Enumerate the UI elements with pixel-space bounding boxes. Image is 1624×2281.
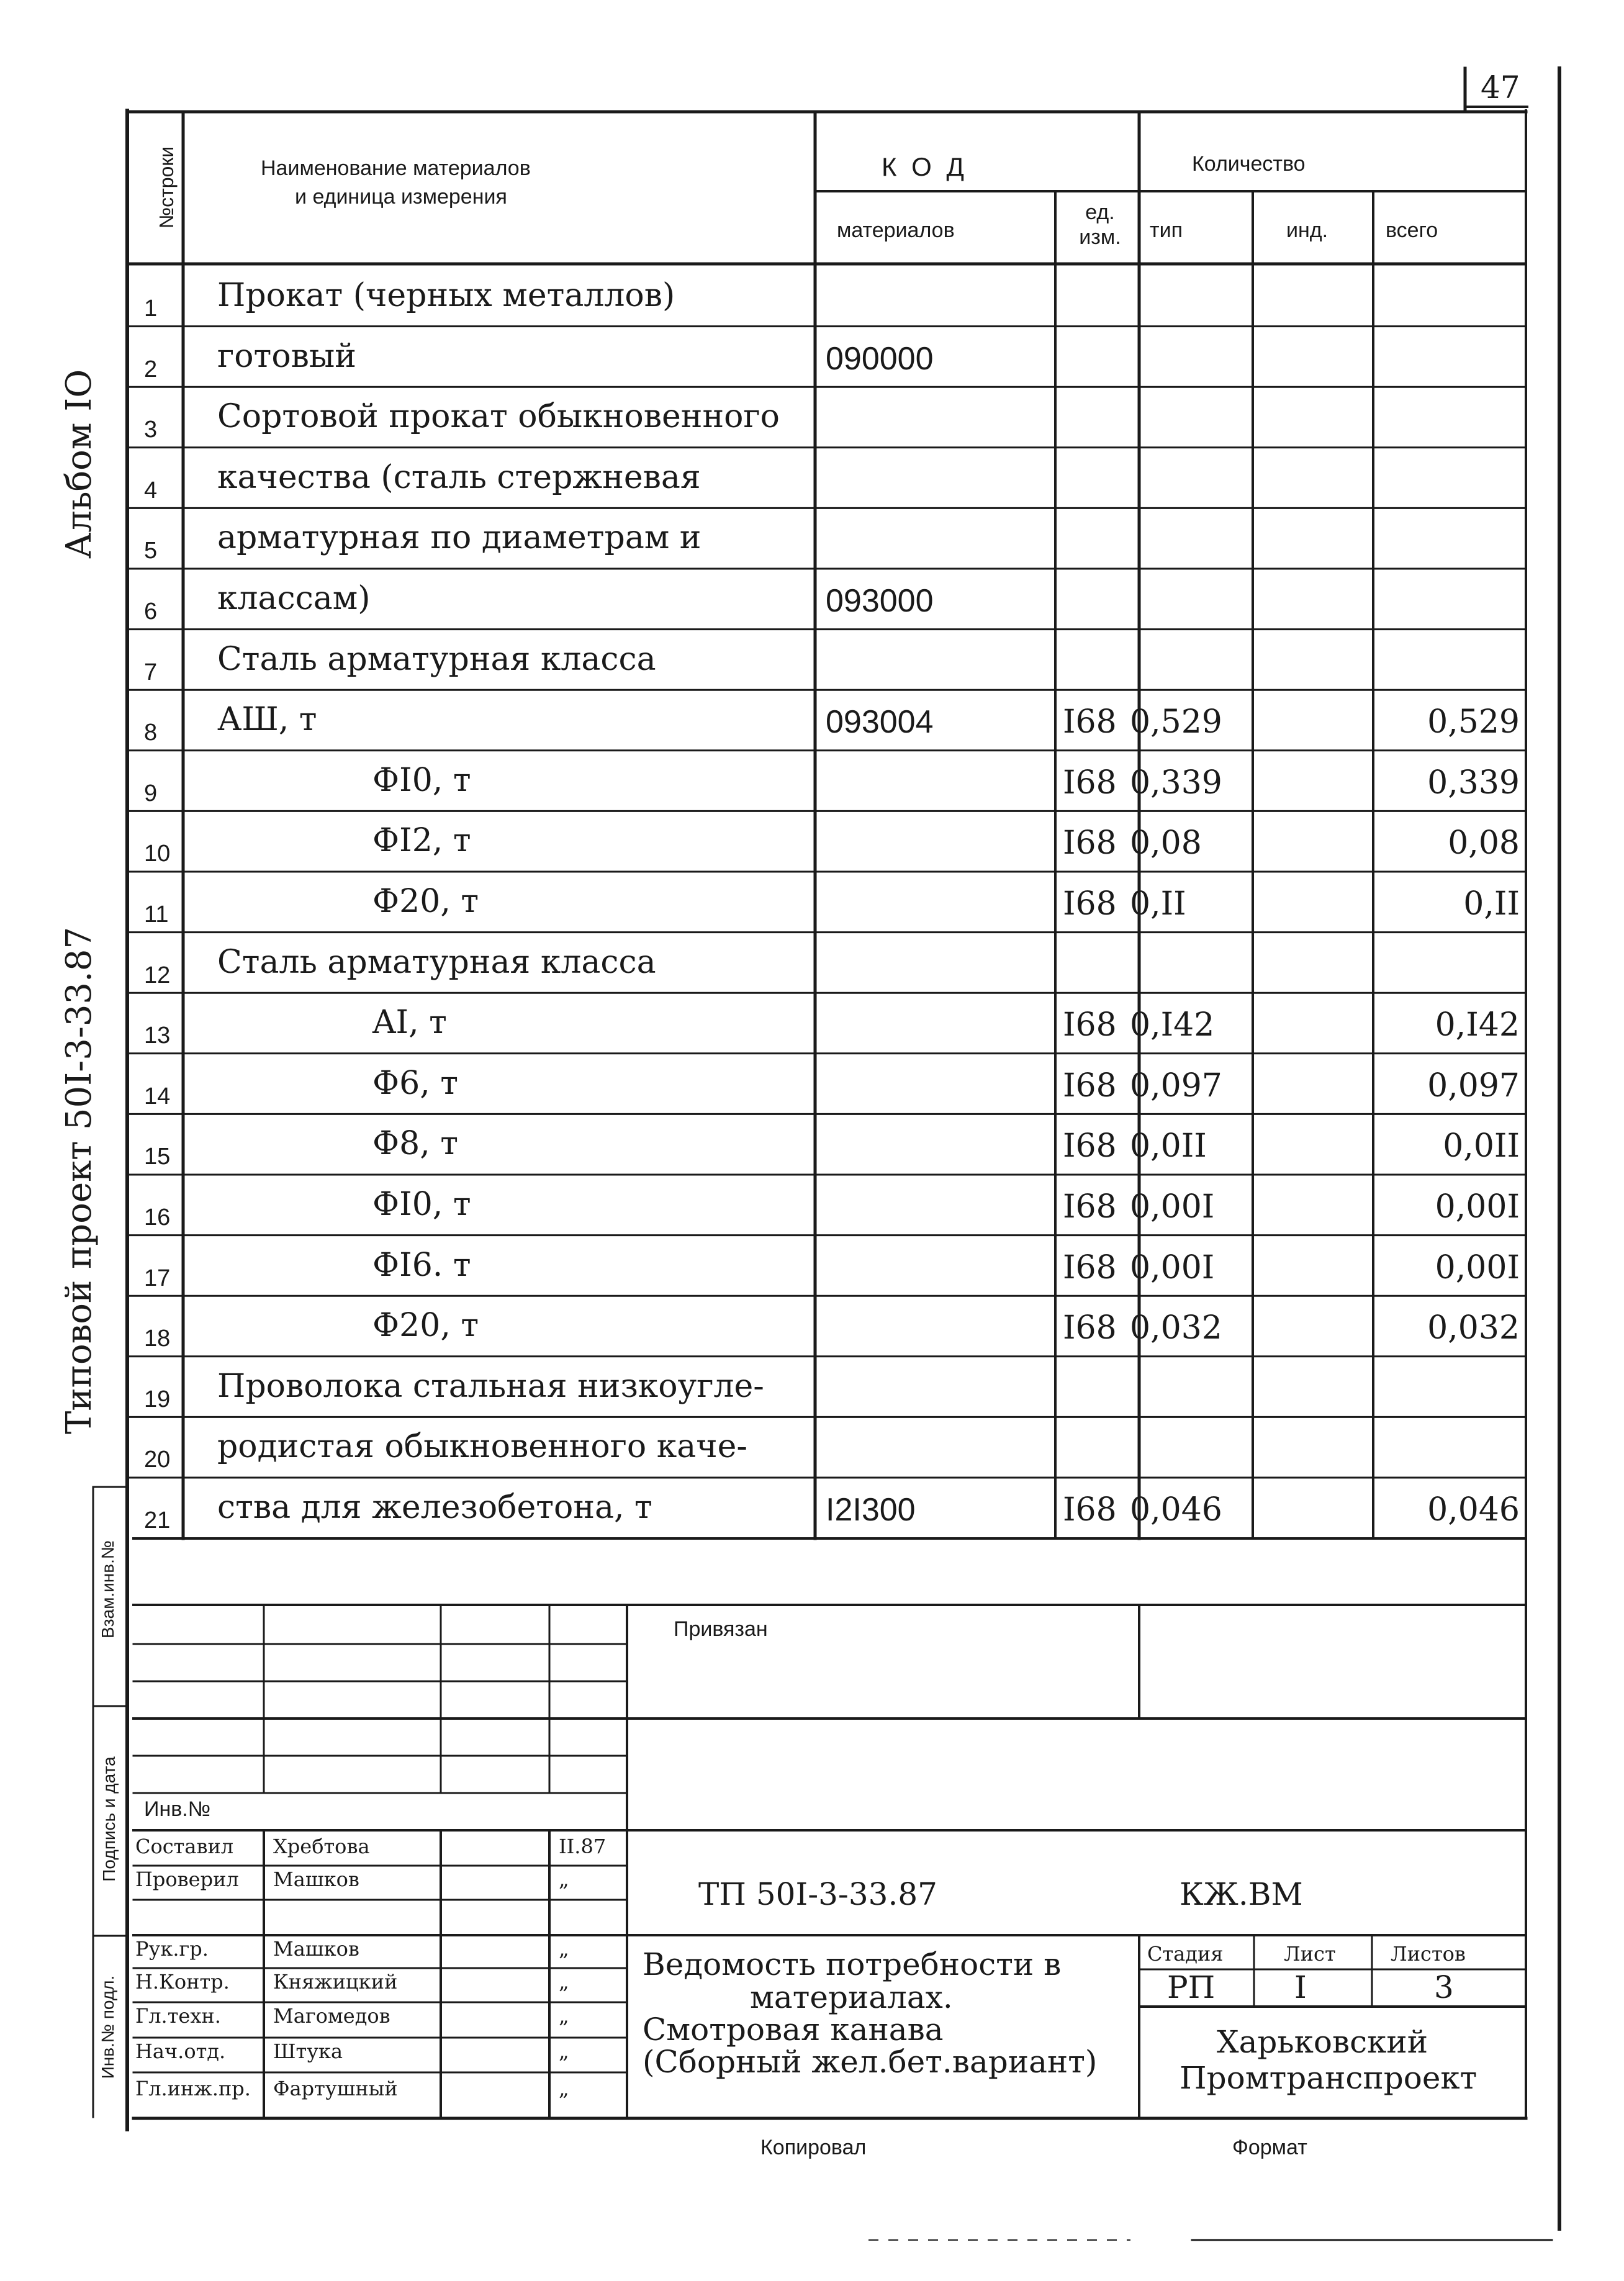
qty-total: 0,032 [1427, 1309, 1520, 1347]
signature-name: Машков [273, 1937, 359, 1961]
sheet-value: I [1294, 1969, 1307, 2005]
qty-total: 0,II [1463, 885, 1520, 923]
signature-date: „ [559, 1970, 569, 1994]
signature-name: Машков [273, 1868, 359, 1891]
qty-type: 0,I42 [1130, 1006, 1215, 1044]
signature-name: Княжицкий [273, 1970, 398, 1994]
organization-line2: Промтранспроект [1180, 2060, 1477, 2096]
header-code-material: материалов [837, 219, 955, 242]
signature-date: „ [559, 2004, 569, 2028]
qty-type: 0,00I [1130, 1249, 1215, 1286]
signature-role: Проверил [135, 1868, 239, 1891]
row-number: 8 [144, 720, 158, 746]
album-label: Альбом IO [59, 369, 99, 559]
qty-total: 0,00I [1435, 1188, 1520, 1226]
header-qty-total: всего [1386, 219, 1438, 242]
material-name: Сталь арматурная класса [217, 943, 656, 981]
signature-date: „ [559, 1937, 569, 1961]
row-number: 1 [144, 296, 158, 322]
signature-role: Рук.гр. [135, 1937, 209, 1961]
unit-code: I68 [1063, 824, 1117, 862]
page-number: 47 [1481, 70, 1520, 106]
material-name: Прокат (черных металлов) [217, 277, 675, 314]
unit-code: I68 [1063, 1006, 1117, 1044]
row-number: 18 [144, 1326, 171, 1352]
document-title-line3: Смотровая канава [643, 2012, 944, 2048]
qty-type: 0,00I [1130, 1188, 1215, 1226]
signature-date: „ [559, 2039, 569, 2063]
material-name: Ф8, т [372, 1125, 459, 1163]
qty-total: 0,I42 [1435, 1006, 1520, 1044]
row-number: 13 [144, 1023, 171, 1049]
material-name: качества (сталь стержневая [217, 458, 701, 496]
qty-type: 0,032 [1130, 1309, 1222, 1347]
unit-code: I68 [1063, 1249, 1117, 1286]
inv-no-label: Инв.№ [144, 1797, 211, 1821]
unit-code: I68 [1063, 1127, 1117, 1165]
signature-role: Составил [135, 1835, 234, 1858]
signature-role: Гл.техн. [135, 2004, 221, 2028]
row-number: 5 [144, 538, 158, 564]
signature-date: II.87 [559, 1835, 607, 1858]
qty-total: 0,0II [1443, 1127, 1520, 1165]
material-name: ФI2, т [372, 822, 471, 860]
signature-name: Штука [273, 2039, 343, 2063]
material-code: 093004 [826, 704, 934, 741]
material-name: AI, т [372, 1004, 447, 1042]
signature-date: „ [559, 1868, 569, 1891]
material-name: Ф6, т [372, 1064, 459, 1102]
row-number: 21 [144, 1507, 171, 1533]
organization-line1: Харьковский [1217, 2024, 1428, 2060]
qty-type: 0,339 [1130, 764, 1222, 802]
signature-date: „ [559, 2077, 569, 2100]
qty-total: 0,097 [1427, 1067, 1520, 1104]
qty-total: 0,339 [1427, 764, 1520, 802]
row-number: 10 [144, 841, 171, 867]
material-name: Ф20, т [372, 883, 479, 920]
qty-total: 0,529 [1427, 703, 1520, 741]
qty-type: 0,046 [1130, 1491, 1222, 1529]
material-name: родистая обыкновенного каче- [217, 1428, 747, 1466]
material-name: АШ, т [217, 701, 317, 739]
unit-code: I68 [1063, 1188, 1117, 1226]
side-stamp-label-3: Инв.№ подл. [98, 1975, 117, 2079]
material-name: ФI0, т [372, 1186, 471, 1223]
material-name: ства для железобетона, т [217, 1489, 652, 1526]
signature-name: Фартушный [273, 2077, 398, 2100]
material-code: I2I300 [826, 1492, 916, 1528]
document-mark: КЖ.ВМ [1180, 1876, 1303, 1912]
unit-code: I68 [1063, 703, 1117, 741]
project-label: Типовой проект 50I-3-33.87 [59, 926, 99, 1434]
header-quantity: Количество [1192, 152, 1306, 176]
qty-total: 0,046 [1427, 1491, 1520, 1529]
side-stamp-label-1: Взам.инв.№ [98, 1540, 117, 1638]
material-name: ФI6. т [372, 1246, 471, 1284]
material-name: Сталь арматурная класса [217, 640, 656, 678]
sheet-label: Лист [1284, 1942, 1336, 1966]
document-title-line4: (Сборный жел.бет.вариант) [643, 2044, 1098, 2080]
qty-total: 0,08 [1448, 824, 1520, 862]
header-qty-type: тип [1150, 219, 1183, 242]
qty-type: 0,II [1130, 885, 1186, 923]
header-code-unit [1063, 200, 1137, 250]
material-name: Проволока стальная низкоугле- [217, 1367, 764, 1405]
row-number: 19 [144, 1386, 171, 1412]
document-code: ТП 50I-3-33.87 [698, 1876, 937, 1912]
row-number: 2 [144, 356, 158, 382]
qty-total: 0,00I [1435, 1249, 1520, 1286]
document-title-line2: материалах. [750, 1979, 953, 2015]
format-label: Формат [1232, 2136, 1307, 2159]
row-number: 6 [144, 598, 158, 625]
row-number: 11 [144, 901, 169, 928]
header-code: К О Д [882, 152, 968, 181]
row-number: 7 [144, 659, 158, 685]
signature-name: Магомедов [273, 2004, 390, 2028]
side-stamp-label-2: Подпись и дата [99, 1756, 119, 1882]
unit-code: I68 [1063, 1309, 1117, 1347]
qty-type: 0,097 [1130, 1067, 1222, 1104]
material-name: арматурная по диаметрам и [217, 519, 701, 557]
qty-type: 0,529 [1130, 703, 1222, 741]
header-name-line2: и единица измерения [295, 185, 507, 209]
material-name: Сортовой прокат обыкновенного [217, 398, 780, 436]
material-code: 090000 [826, 340, 934, 377]
signature-role: Н.Контр. [135, 1970, 230, 1994]
row-number: 17 [144, 1265, 171, 1291]
material-name: готовый [217, 337, 356, 375]
signature-role: Гл.инж.пр. [135, 2077, 251, 2100]
attached-label: Привязан [674, 1617, 768, 1641]
header-row-no: №строки [155, 146, 178, 229]
row-number: 4 [144, 477, 158, 504]
qty-type: 0,08 [1130, 824, 1202, 862]
row-number: 9 [144, 780, 158, 806]
row-number: 3 [144, 417, 158, 443]
header-code-unit-text: ед. изм. [1079, 201, 1121, 249]
row-number: 15 [144, 1144, 171, 1170]
row-number: 16 [144, 1204, 171, 1231]
unit-code: I68 [1063, 885, 1117, 923]
sheets-label: Листов [1391, 1942, 1466, 1966]
signature-role: Нач.отд. [135, 2039, 226, 2063]
unit-code: I68 [1063, 1491, 1117, 1529]
unit-code: I68 [1063, 764, 1117, 802]
stage-value: РП [1167, 1969, 1216, 2005]
document-title-line1: Ведомость потребности в [643, 1946, 1062, 1982]
header-name-line1: Наименование материалов [261, 156, 531, 180]
sheets-value: 3 [1434, 1969, 1454, 2005]
row-number: 12 [144, 962, 171, 988]
material-code: 093000 [826, 583, 934, 619]
material-name: классам) [217, 580, 371, 617]
material-name: ФI0, т [372, 761, 471, 799]
copied-label: Копировал [760, 2136, 867, 2159]
row-number: 20 [144, 1447, 171, 1473]
header-qty-ind: инд. [1286, 219, 1329, 242]
signature-name: Хребтова [273, 1835, 370, 1858]
unit-code: I68 [1063, 1067, 1117, 1104]
qty-type: 0,0II [1130, 1127, 1207, 1165]
row-number: 14 [144, 1083, 171, 1109]
material-name: Ф20, т [372, 1307, 479, 1345]
stage-label: Стадия [1147, 1942, 1224, 1966]
